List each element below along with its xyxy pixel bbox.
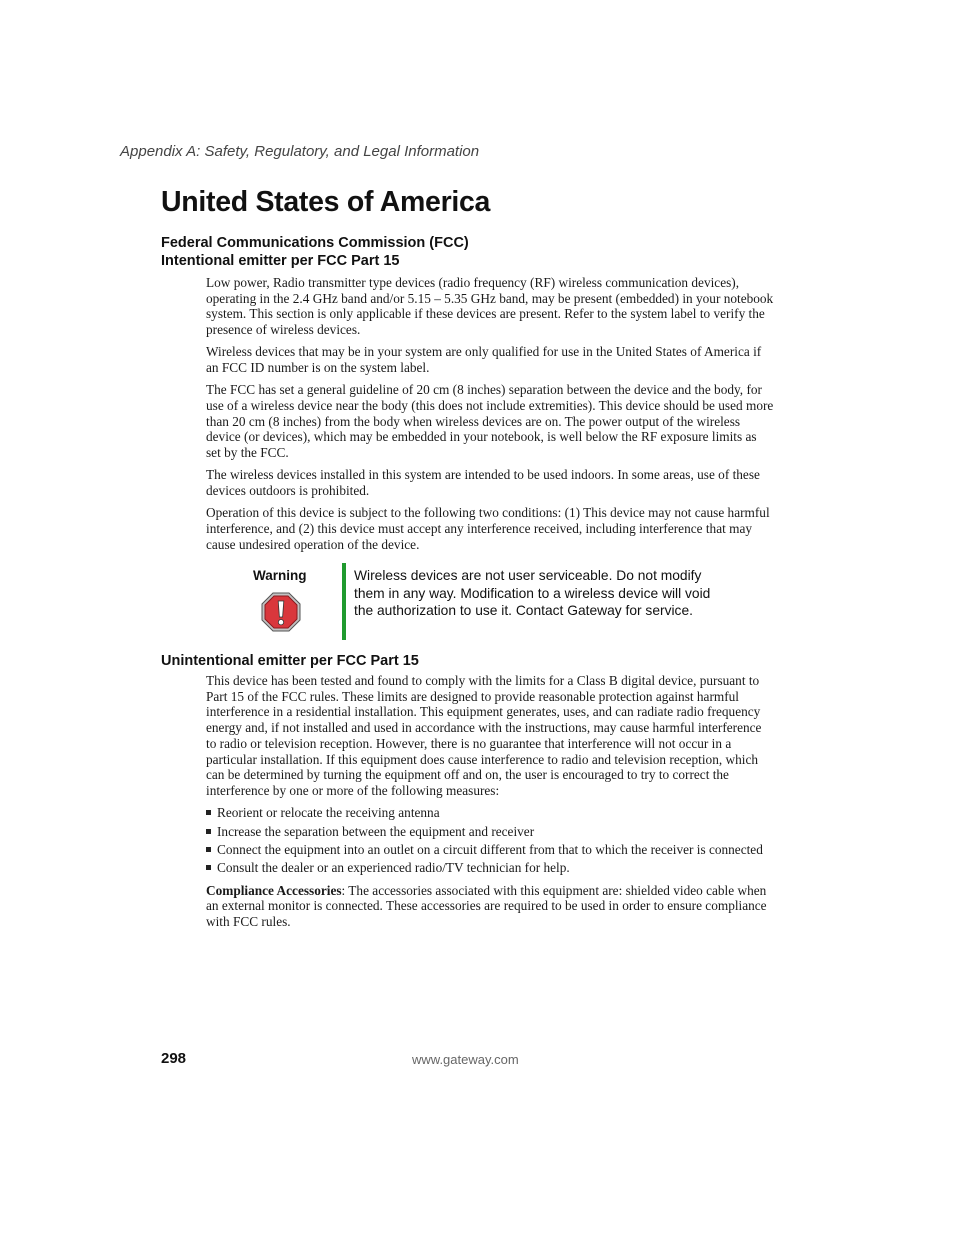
bullet-marker [206,810,211,815]
unintentional-emitter-heading: Unintentional emitter per FCC Part 15 [161,653,419,669]
warning-divider-bar [342,563,346,640]
bullet-marker [206,865,211,870]
list-item-text: Increase the separation between the equipment and receiver [217,823,535,839]
measures-list [206,805,774,876]
paragraph: Operation of this device is subject to the following two conditions: (1) This device may not cause harmful interference, and (2) this device must accept any interference received, including interference that may cause undesired operation of the device. [206,505,770,552]
footer-url: www.gateway.com [412,1052,519,1067]
compliance-paragraph [206,883,774,930]
list-item-text: Consult the dealer or an experienced radio/TV technician for help. [217,860,570,876]
paragraph: The wireless devices installed in this system are intended to be used indoors. In some areas, use of these devices outdoors is prohibited. [206,467,760,498]
warning-text: Wireless devices are not user serviceable. Do not modify them in any way. Modification to a wireless device will void the authorization to use it. Contact Gateway for service. [354,568,711,618]
paragraph: Wireless devices that may be in your system are only qualified for use in the United States of America if an FCC ID number is on the system label. [206,344,762,376]
intentional-emitter-heading: Intentional emitter per FCC Part 15 [161,253,400,269]
list-item-text: Reorient or relocate the receiving antenna [217,805,440,821]
list-item [206,860,774,876]
intentional-emitter-section [206,275,774,559]
warning-label: Warning [253,568,307,583]
list-item [206,824,774,840]
page-title: United States of America [161,186,491,218]
list-item [206,805,774,821]
paragraph: Low power, Radio transmitter type devices (radio frequency (RF) wireless communication devices), operating in the 2.4 GHz band and/or 5.15 – 5.35 GHz band, may be present (embedded) in your notebook system. This section is only applicable if these devices are present. Refer to the system label to verify the presence of wireless devices. [206,275,774,338]
paragraph: The FCC has set a general guideline of 20 cm (8 inches) separation between the device and the body, for use of a wireless device near the body (this does not include extremities). This device should be used more than 20 cm (8 inches) from the body when wireless devices are on. The power output of the wireless device (or devices), which may be embedded in your notebook, is well below the RF exposure limits as set by the FCC. [206,382,774,461]
bullet-marker [206,847,211,852]
warning-octagon-icon [261,592,301,632]
compliance-text: : The accessories associated with this equipment are: shielded video cable when an external monitor is connected. These accessories are required to be used in order to ensure compliance with FCC rules. [206,882,767,929]
bullet-marker [206,829,211,834]
list-item [206,842,774,858]
fcc-heading: Federal Communications Commission (FCC) [161,235,469,251]
unintentional-emitter-section [206,673,774,936]
list-item-text: Connect the equipment into an outlet on a circuit different from that to which the receiver is connected [217,841,763,857]
page-number: 298 [161,1050,187,1067]
running-head: Appendix A: Safety, Regulatory, and Legal Information [120,143,480,160]
compliance-label: Compliance Accessories [206,882,342,898]
paragraph: This device has been tested and found to comply with the limits for a Class B digital device, pursuant to Part 15 of the FCC rules. These limits are designed to provide reasonable protection against harmful interference in a residential installation. This equipment generates, uses, and can radiate radio frequency energy and, if not installed and used in accordance with the instructions, may cause harmful interference to radio or television reception. However, there is no guarantee that interference will not occur in a particular installation. If this equipment does cause interference to radio and television reception, which can be determined by turning the equipment off and on, the user is encouraged to try to correct the interference by one or more of the following measures: [206,673,762,798]
